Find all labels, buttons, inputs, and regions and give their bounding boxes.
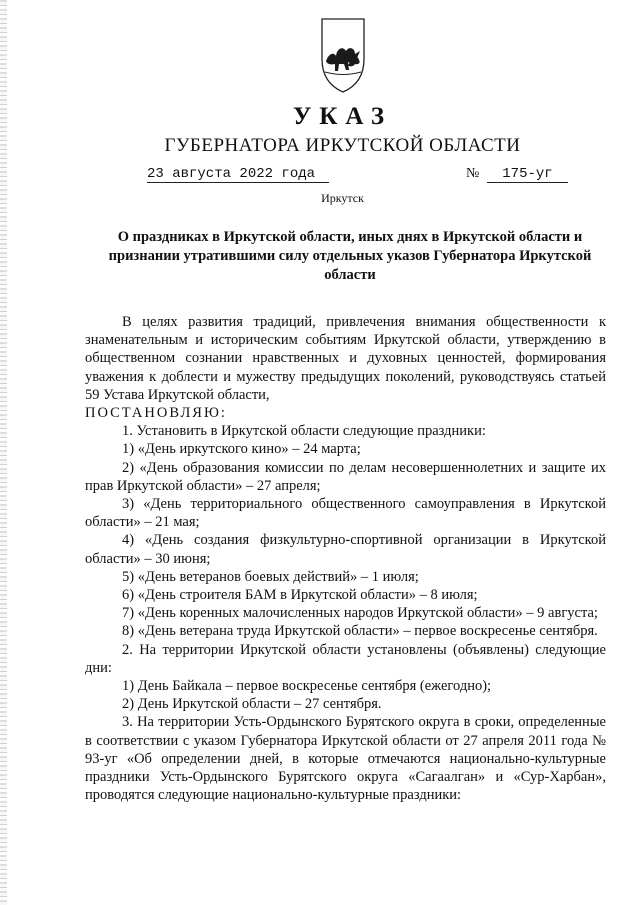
list-item: 8) «День ветерана труда Иркутской области» – первое воскресенье сентября. — [122, 623, 598, 640]
clause-2: 2. На территории Иркутской области установлены (объявлены) следующие дни: — [85, 641, 606, 676]
list-item: 5) «День ветеранов боевых действий» – 1 июля; — [122, 568, 419, 585]
decree-word: ПОСТАНОВЛЯЮ: — [85, 405, 227, 422]
document-number-label: № — [466, 166, 480, 181]
list-item: 1) День Байкала – первое воскресенье сентября (ежегодно); — [122, 678, 492, 695]
list-item: 6) «День строителя БАМ в Иркутской области» – 8 июля; — [122, 587, 478, 604]
list-item: 3) «День территориального общественного самоуправления в Иркутской области» – 21 мая; — [85, 496, 606, 531]
document-heading: О праздниках в Иркутской области, иных днях в Иркутской области и признании утратившими силу отдельных указов Губернатора Иркутской области — [108, 229, 592, 283]
list-item: 7) «День коренных малочисленных народов Иркутской области» – 9 августа; — [122, 605, 598, 622]
clause-3: 3. На территории Усть-Ордынского Бурятского округа в сроки, определенные в соответствии с указом Губернатора Иркутской области от 27 апреля 2011 года № 93-уг «Об определении дней, в которые отмечаются национально-культурные праздники Усть-Ордынского Бурятского округа «Сагаалган» и «Сур-Харбан», проводятся следующие национально-культурные праздники: — [85, 714, 606, 804]
document-number: 175-уг — [487, 166, 568, 183]
list-item: 2) «День образования комиссии по делам несовершеннолетних и защите их прав Иркутской области» – 27 апреля; — [85, 459, 606, 494]
issuing-authority: ГУБЕРНАТОРА ИРКУТСКОЙ ОБЛАСТИ — [164, 135, 521, 156]
preamble-paragraph: В целях развития традиций, привлечения внимания общественности к знаменательным и историческим событиям Иркутской области, утверждению в общественном сознании нравственных и духовных ценностей, формирования уважения к доблести и мужеству предыдущих поколений, руководствуясь статьей 59 Устава Иркутской области, — [85, 314, 606, 403]
clause-1: 1. Установить в Иркутской области следующие праздники: — [122, 423, 486, 440]
document-type-title: УКАЗ — [292, 103, 393, 130]
irkutsk-coat-of-arms-icon — [318, 15, 368, 95]
list-item: 1) «День иркутского кино» – 24 марта; — [122, 441, 361, 458]
document-body — [85, 313, 606, 804]
document-date: 23 августа 2022 года — [147, 166, 329, 183]
list-item: 4) «День создания физкультурно-спортивной организации в Иркутской области» – 30 июня; — [85, 532, 606, 567]
document-city: Иркутск — [321, 191, 364, 205]
list-item: 2) День Иркутской области – 27 сентября. — [122, 696, 382, 713]
